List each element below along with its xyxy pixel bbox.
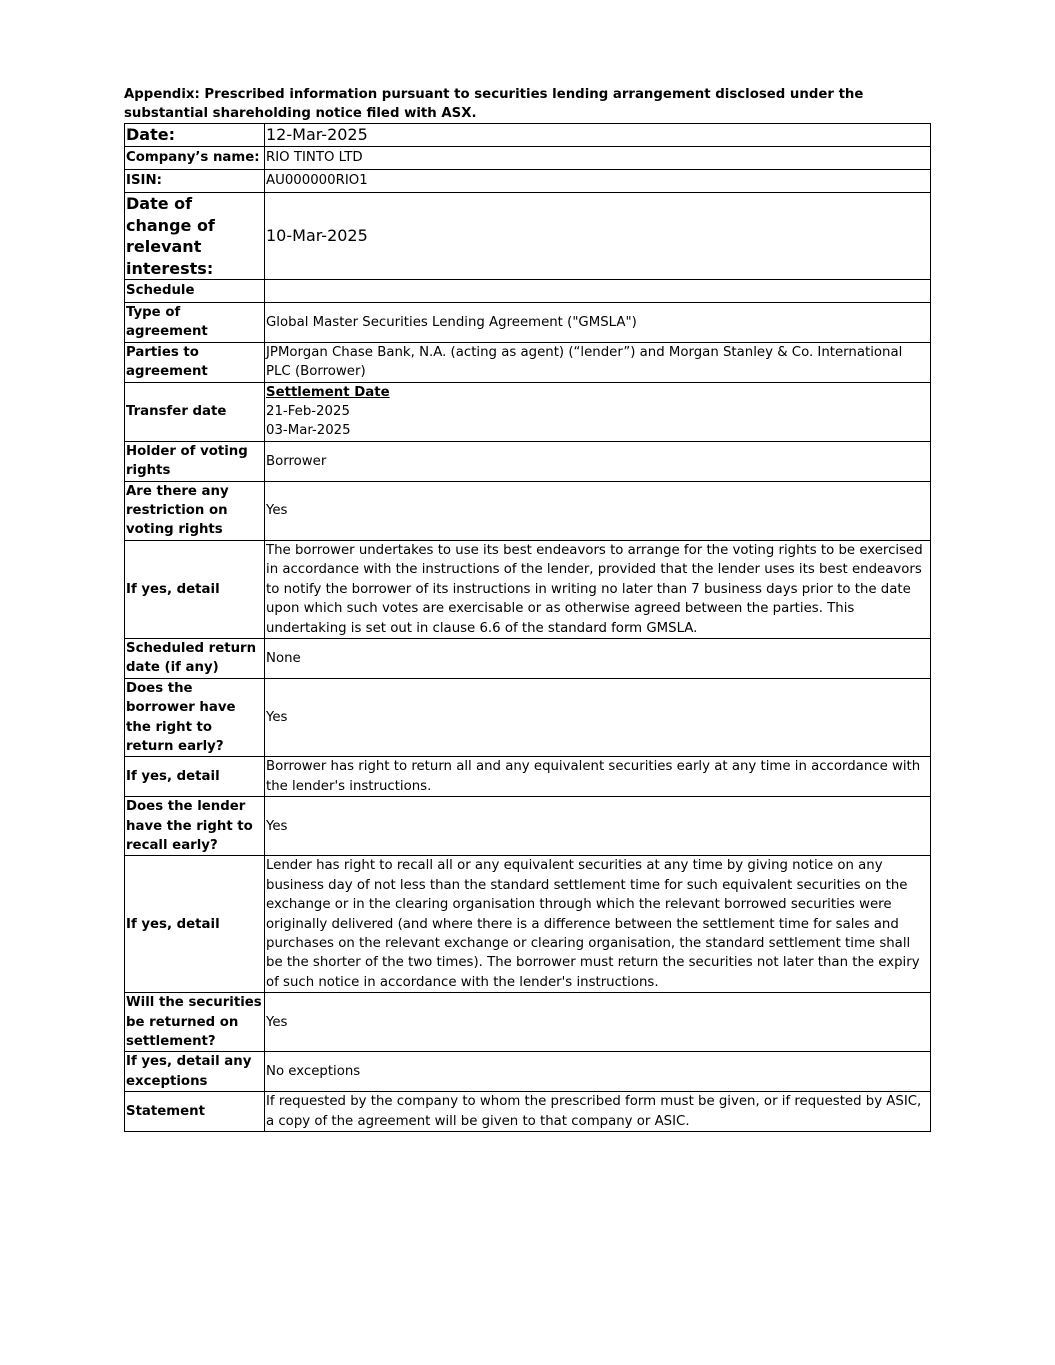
lender-recall-detail-value: Lender has right to recall all or any equivalent securities at any time by giving notice on any business day of not less than the standard settlement time for such equivalent securities on the exchange or in the clearing organisation through which the relevant borrowed securities were originally delivered (and where there is a difference between the settlement time for sales and purchases on the relevant exchange or clearing organisation, the standard settlement time shall be the shorter of the two times). The borrower must return the securities not later than the expiry of such notice in accordance with the lender's instructions. — [265, 856, 931, 993]
restriction-label: Are there any restriction on voting rights — [125, 481, 265, 540]
borrower-return-value: Yes — [265, 678, 931, 757]
table-row — [125, 342, 931, 382]
statement-value: If requested by the company to whom the prescribed form must be given, or if requested by ASIC, a copy of the agreement will be given to that company or ASIC. — [265, 1092, 931, 1132]
borrower-return-detail-value: Borrower has right to return all and any equivalent securities early at any time in accordance with the lender's instructions. — [265, 757, 931, 797]
return-date-value: None — [265, 638, 931, 678]
returned-settlement-value: Yes — [265, 993, 931, 1052]
return-date-label: Scheduled return date (if any) — [125, 638, 265, 678]
settlement-date-heading: Settlement Date — [266, 384, 390, 400]
agreement-type-value: Global Master Securities Lending Agreement ("GMSLA") — [265, 303, 931, 343]
table-row — [125, 124, 931, 147]
table-row — [125, 757, 931, 797]
schedule-value — [265, 280, 931, 303]
holder-voting-value: Borrower — [265, 441, 931, 481]
restriction-value: Yes — [265, 481, 931, 540]
company-name-value: RIO TINTO LTD — [265, 147, 931, 170]
table-row — [125, 856, 931, 993]
table-row — [125, 993, 931, 1052]
returned-settlement-label: Will the securities be returned on settlement? — [125, 993, 265, 1052]
agreement-type-label: Type of agreement — [125, 303, 265, 343]
lender-recall-detail-label: If yes, detail — [125, 856, 265, 993]
settlement-date-2: 03-Mar-2025 — [266, 423, 351, 439]
borrower-return-detail-label: If yes, detail — [125, 757, 265, 797]
securities-lending-table — [124, 123, 931, 1132]
table-row — [125, 441, 931, 481]
company-name-label: Company’s name: — [125, 147, 265, 170]
table-row — [125, 678, 931, 757]
table-row — [125, 540, 931, 638]
date-value: 12-Mar-2025 — [265, 124, 931, 147]
table-row — [125, 638, 931, 678]
settlement-date-1: 21-Feb-2025 — [266, 404, 350, 420]
borrower-return-label: Does the borrower have the right to return early? — [125, 678, 265, 757]
exceptions-label: If yes, detail any exceptions — [125, 1052, 265, 1092]
page-title: Appendix: Prescribed information pursuant to securities lending arrangement disclosed under the substantial shareholding notice filed with ASX. — [124, 87, 864, 121]
table-row — [125, 147, 931, 170]
isin-value: AU000000RIO1 — [265, 170, 931, 193]
date-change-value: 10-Mar-2025 — [265, 193, 931, 280]
isin-label: ISIN: — [125, 170, 265, 193]
table-row — [125, 303, 931, 343]
lender-recall-label: Does the lender have the right to recall early? — [125, 797, 265, 856]
restriction-detail-value: The borrower undertakes to use its best endeavors to arrange for the voting rights to be exercised in accordance with the instructions of the lender, provided that the lender uses its best endeavors to notify the borrower of its instructions in writing no later than 7 business days prior to the date upon which such votes are exercisable or as otherwise agreed between the parties. This undertaking is set out in clause 6.6 of the standard form GMSLA. — [265, 540, 931, 638]
table-row — [125, 797, 931, 856]
restriction-detail-label: If yes, detail — [125, 540, 265, 638]
lender-recall-value: Yes — [265, 797, 931, 856]
transfer-date-label: Transfer date — [125, 382, 265, 441]
table-row — [125, 1052, 931, 1092]
statement-label: Statement — [125, 1092, 265, 1132]
table-row — [125, 170, 931, 193]
transfer-date-value — [265, 382, 931, 441]
schedule-label: Schedule — [125, 280, 265, 303]
exceptions-value: No exceptions — [265, 1052, 931, 1092]
table-row — [125, 382, 931, 441]
date-label: Date: — [125, 124, 265, 147]
date-change-label: Date of change of relevant interests: — [125, 193, 265, 280]
parties-label: Parties to agreement — [125, 342, 265, 382]
table-row — [125, 481, 931, 540]
table-row — [125, 193, 931, 280]
holder-voting-label: Holder of voting rights — [125, 441, 265, 481]
table-row — [125, 280, 931, 303]
table-row — [125, 1092, 931, 1132]
parties-value: JPMorgan Chase Bank, N.A. (acting as agent) (“lender”) and Morgan Stanley & Co. International PLC (Borrower) — [265, 342, 931, 382]
